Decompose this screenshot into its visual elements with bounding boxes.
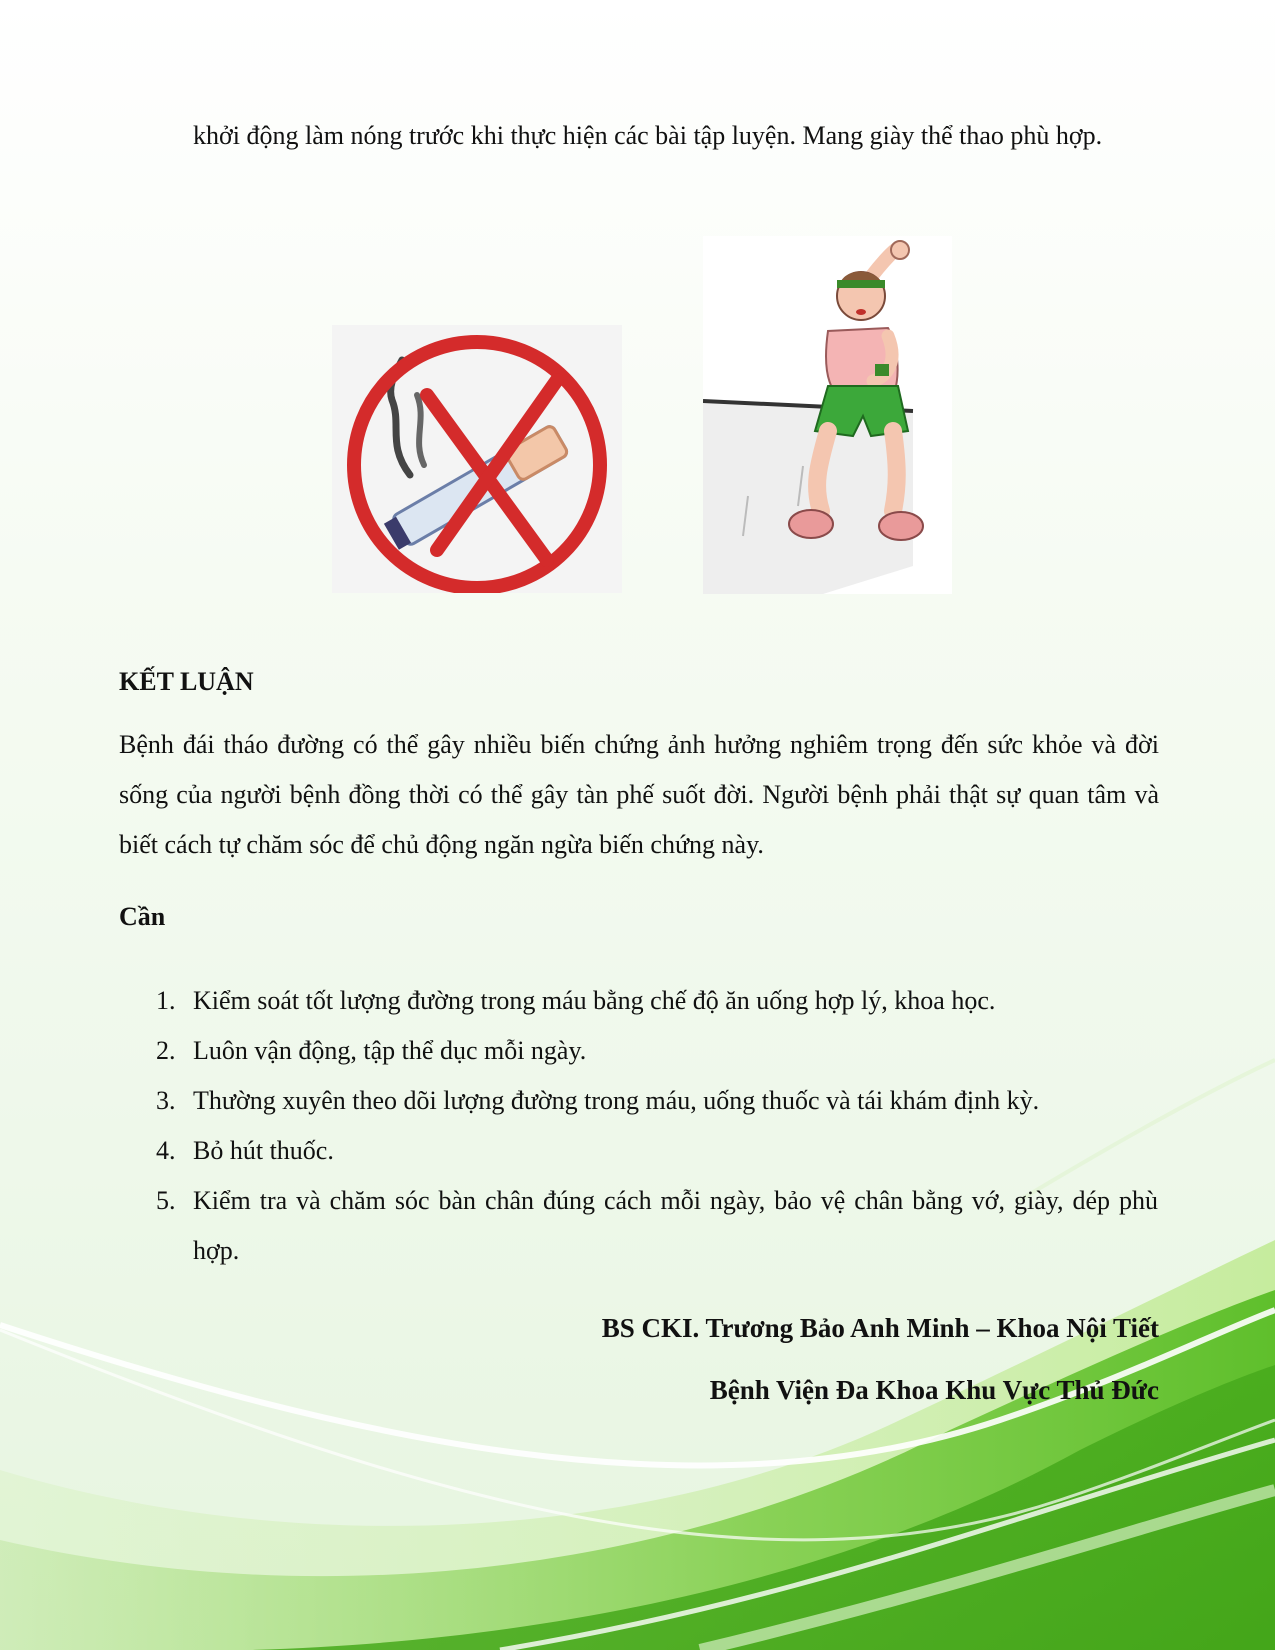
list-item	[148, 976, 1158, 1026]
needs-list	[148, 976, 1158, 1276]
list-item-text: Luôn vận động, tập thể dục mỗi ngày.	[193, 1036, 587, 1065]
signature-hospital: Bệnh Viện Đa Khoa Khu Vực Thủ Đức	[709, 1375, 1159, 1405]
needs-heading: Cần	[119, 902, 166, 931]
conclusion-paragraph: Bệnh đái tháo đường có thể gây nhiều biến chứng ảnh hưởng nghiêm trọng đến sức khỏe và đời sống của người bệnh đồng thời có thể gây tàn phế suốt đời. Người bệnh phải thật sự quan tâm và biết cách tự chăm sóc để chủ động ngăn ngừa biến chứng này.	[119, 730, 1159, 859]
conclusion-heading: KẾT LUẬN	[119, 667, 254, 696]
list-item-number: 1.	[156, 986, 176, 1015]
list-item	[148, 1176, 1158, 1276]
list-item-text: Bỏ hút thuốc.	[193, 1136, 334, 1165]
list-item	[148, 1076, 1158, 1126]
list-item-text: Thường xuyên theo dõi lượng đường trong máu, uống thuốc và tái khám định kỳ.	[193, 1086, 1040, 1115]
list-item-text: Kiểm soát tốt lượng đường trong máu bằng chế độ ăn uống hợp lý, khoa học.	[193, 986, 996, 1015]
list-item-number: 3.	[156, 1086, 176, 1115]
list-item	[148, 1026, 1158, 1076]
list-item	[148, 1126, 1158, 1176]
intro-paragraph: khởi động làm nóng trước khi thực hiện các bài tập luyện. Mang giày thể thao phù hợp.	[193, 121, 1103, 150]
signature-author: BS CKI. Trương Bảo Anh Minh – Khoa Nội Tiết	[601, 1313, 1159, 1343]
list-item-number: 4.	[156, 1136, 176, 1165]
exercising-woman-illustration	[703, 236, 952, 594]
list-item-number: 5.	[156, 1186, 176, 1215]
list-item-text: Kiểm tra và chăm sóc bàn chân đúng cách mỗi ngày, bảo vệ chân bằng vớ, giày, dép phù hợp.	[193, 1186, 1158, 1265]
no-smoking-icon	[332, 325, 622, 593]
list-item-number: 2.	[156, 1036, 176, 1065]
